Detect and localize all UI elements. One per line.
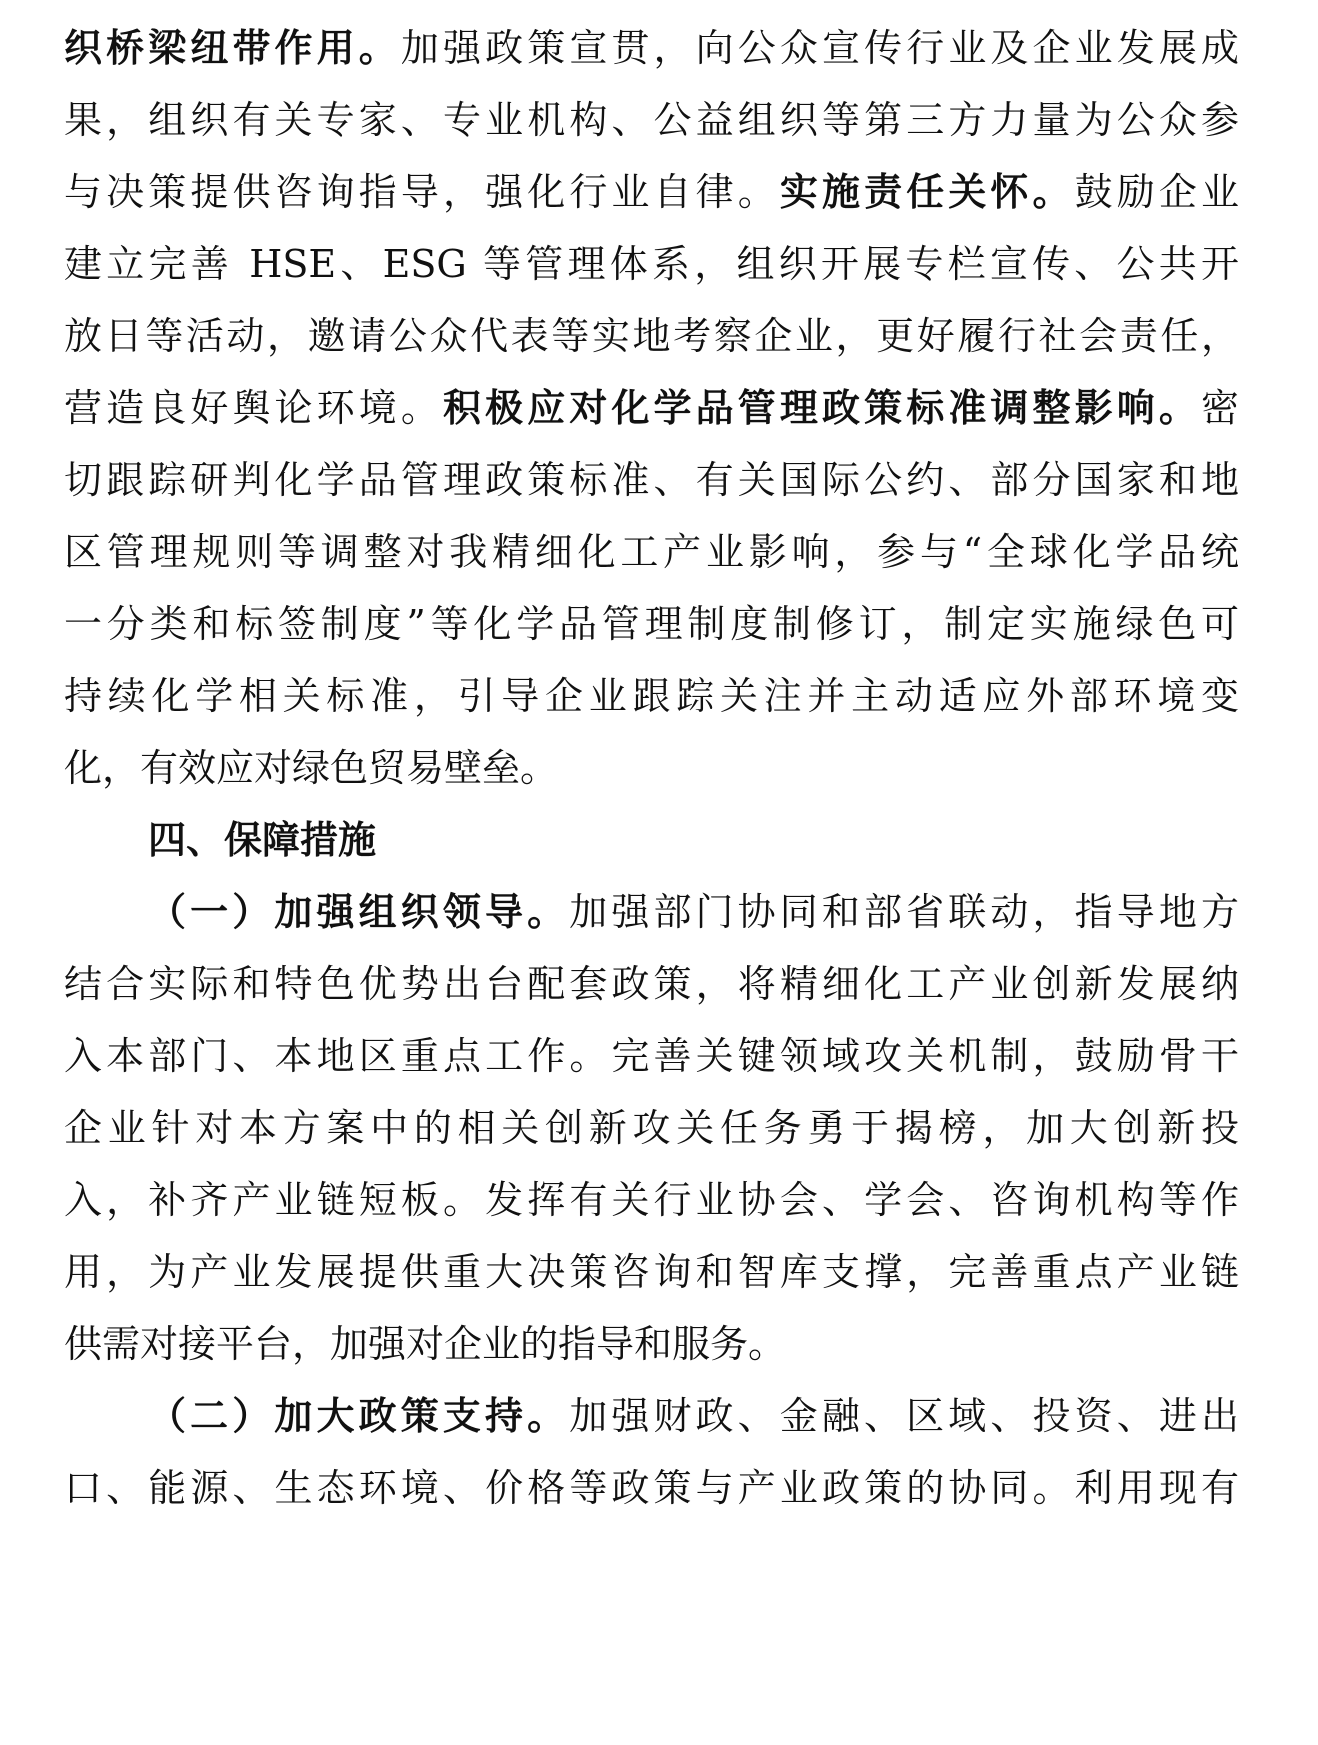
line-text: 持续化学相关标准，引导企业跟踪关注并主动适应外部环境变: [64, 674, 1239, 718]
text-line-13: [64, 872, 1239, 952]
line-text: 入本部门、本地区重点工作。完善关键领域攻关机制，鼓励骨干: [64, 1034, 1239, 1078]
text-line-7: [64, 440, 1239, 520]
line-text: 化，有效应对绿色贸易壁垒。: [64, 746, 559, 790]
line-text: 果，组织有关专家、专业机构、公益组织等第三方力量为公众参: [64, 98, 1239, 142]
text-line-11: [64, 728, 1239, 808]
text-line-18: [64, 1232, 1239, 1312]
line-text: 入，补齐产业链短板。发挥有关行业协会、学会、咨询机构等作: [64, 1178, 1239, 1222]
text-line-3: [64, 152, 1239, 232]
text-line-19: [64, 1304, 1239, 1384]
line-text: 与决策提供咨询指导，强化行业自律。: [64, 170, 780, 214]
line-text: 口、能源、生态环境、价格等政策与产业政策的协同。利用现有: [64, 1466, 1239, 1510]
line-text: 鼓励企业: [1074, 170, 1239, 214]
text-line-2: [64, 80, 1239, 160]
line-text: 切跟踪研判化学品管理政策标准、有关国际公约、部分国家和地: [64, 458, 1239, 502]
line-text: 建立完善 HSE、ESG 等管理体系，组织开展专栏宣传、公共开: [64, 242, 1239, 286]
text-line-6: [64, 368, 1239, 448]
line-text: 加强部门协同和部省联动，指导地方: [569, 890, 1239, 934]
line-text: 营造良好舆论环境。: [64, 386, 443, 430]
line-text: 密: [1200, 386, 1239, 430]
text-line-14: [64, 944, 1239, 1024]
line-text: 区管理规则等调整对我精细化工产业影响，参与“全球化学品统: [64, 530, 1239, 574]
text-line-16: [64, 1088, 1239, 1168]
text-line-1: [64, 8, 1239, 88]
text-line-20: [64, 1376, 1239, 1456]
text-line-17: [64, 1160, 1239, 1240]
text-line-5: [64, 296, 1239, 376]
subsection-title: （一）加强组织领导。: [148, 890, 570, 934]
text-line-10: [64, 656, 1239, 736]
bold-phrase: 实施责任关怀。: [779, 170, 1075, 214]
line-text: 加强政策宣贯，向公众宣传行业及企业发展成: [400, 26, 1239, 70]
text-line-21: [64, 1448, 1239, 1528]
subsection-title: （二）加大政策支持。: [148, 1394, 570, 1438]
line-text: 供需对接平台，加强对企业的指导和服务。: [64, 1322, 787, 1366]
text-line-4: [64, 224, 1239, 304]
text-line-8: [64, 512, 1239, 592]
line-text: 企业针对本方案中的相关创新攻关任务勇于揭榜，加大创新投: [64, 1106, 1239, 1150]
text-line-9: [64, 584, 1239, 664]
line-text: 一分类和标签制度”等化学品管理制度制修订，制定实施绿色可: [64, 602, 1239, 646]
line-text: 用，为产业发展提供重大决策咨询和智库支撑，完善重点产业链: [64, 1250, 1239, 1294]
section-heading: [64, 800, 1239, 880]
line-text: 放日等活动，邀请公众代表等实地考察企业，更好履行社会责任，: [64, 314, 1239, 358]
bold-phrase: 积极应对化学品管理政策标准调整影响。: [443, 386, 1201, 430]
bold-phrase: 织桥梁纽带作用。: [64, 26, 401, 70]
line-text: 结合实际和特色优势出台配套政策，将精细化工产业创新发展纳: [64, 962, 1239, 1006]
line-text: 加强财政、金融、区域、投资、进出: [569, 1394, 1239, 1438]
heading-text: 四、保障措施: [148, 818, 377, 862]
text-line-15: [64, 1016, 1239, 1096]
